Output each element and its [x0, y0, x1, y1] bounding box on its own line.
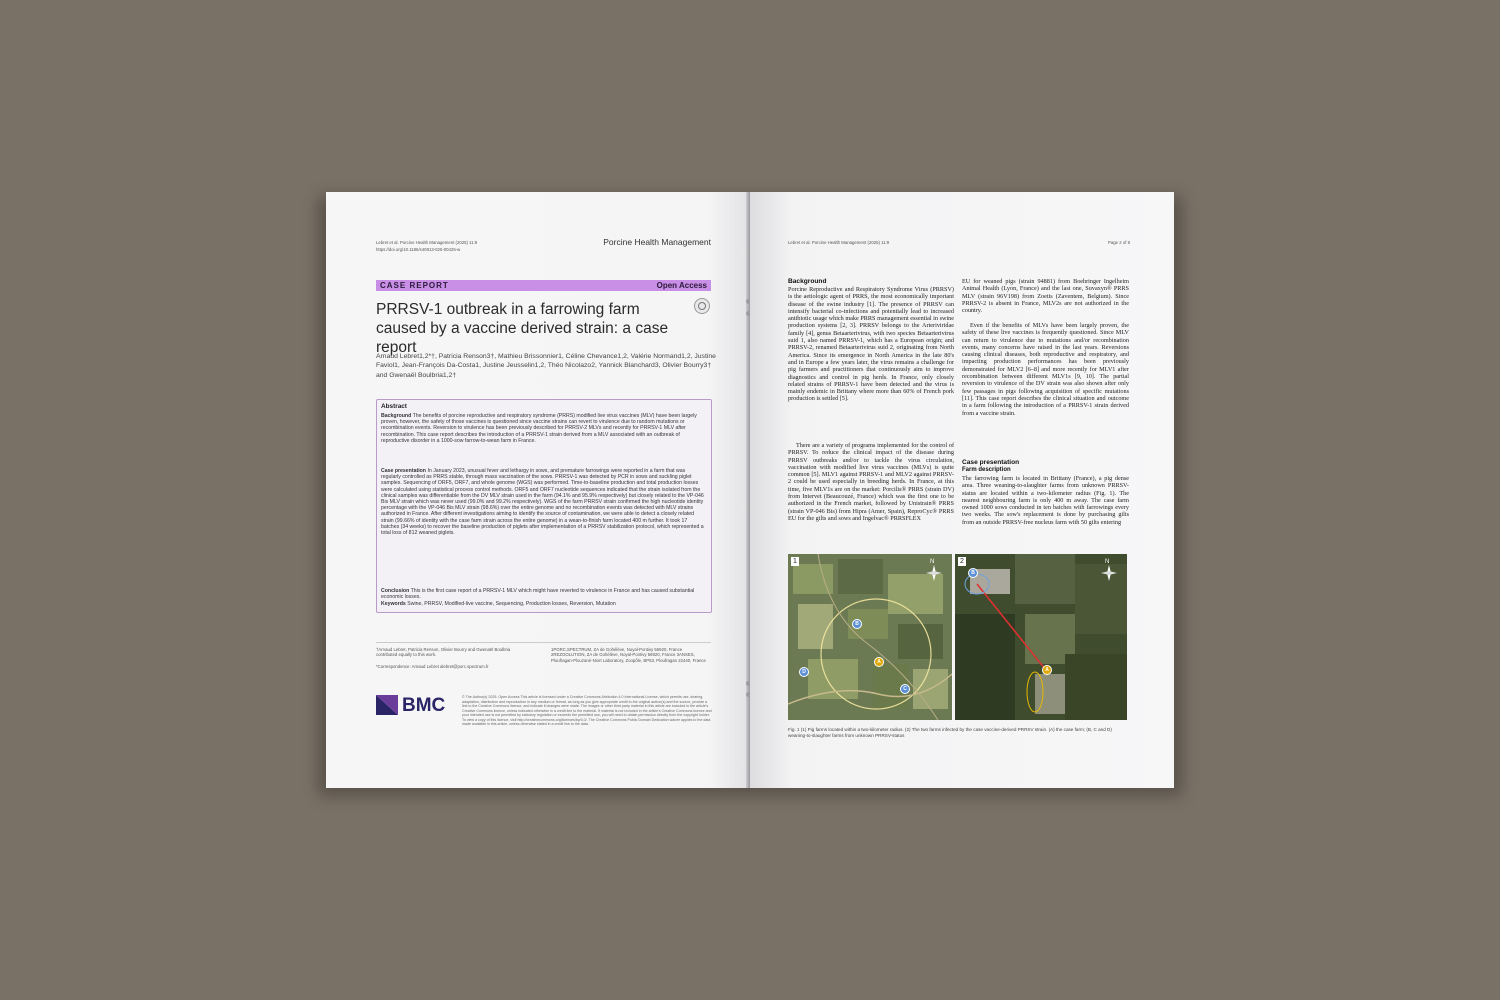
bmc-logo-icon [376, 695, 398, 715]
case-report-label: CASE REPORT [380, 281, 449, 290]
north-label-1: N [930, 559, 935, 565]
bmc-logo-text: BMC [402, 695, 446, 716]
author-list: Arnaud Lebret1,2*†, Patricia Renson3†, Mathieu Brissonnier1, Céline Chevance1,2, Valérie Normand1,2, Justine Faviol1, Jean-François Da-Costa1, Justine Jeusselin1,2, Théo Nicolazo2, Yannick Blanchard3, Olivier Bourry3† and Gwenaël Boulbria1,2† [376, 353, 716, 379]
farm-marker-b: B [852, 619, 862, 629]
figure-panel-2 [955, 554, 1127, 720]
farm-marker-b: B [968, 568, 978, 578]
footnote-divider [376, 642, 711, 643]
figure-caption: Fig. 1 (1) Pig farms located within a two-kilometer radius. (2) The two farms infected by the case vaccine-derived PRRSV strain. (A) the case farm; (B, C and D) weaning-to-slaughter farms from unknown PRRSV-status [788, 727, 1112, 738]
bmc-logo [376, 695, 456, 715]
footnote-affiliations: 1PORC.SPECTRUM, ZA de Gohélève, Noyal-Pontivy 56920, France 2REZOOLUTION, ZA de Gohélève, Noyal-Pontivy 56920, France 3ANSES, Ploufragan-Plouzané-Niort Laboratory, Zoopôle, BP53, Ploufragan 22440, France [551, 647, 706, 663]
check-updates-icon[interactable] [694, 298, 710, 314]
compass-icon [1101, 565, 1117, 581]
farm-marker-a: A [1042, 665, 1052, 675]
left-header-citation: Lebret et al. Porcine Health Management (2025) 11:9 [376, 240, 478, 245]
right-header-citation: Lebret et al. Porcine Health Management (2025) 11:9 [788, 240, 890, 245]
col1-paragraph-1: Porcine Reproductive and Respiratory Syndrome Virus (PRRSV) is the aetiologic agent of PRRS, the most economically important disease of the swine industry [1]. The presence of PRRSV can intensify bacterial co-infections and potentially lead to increased antibiotic usage which make PRRS management essential in swine production systems [2, 3]. PRRSV belongs to the Arteriviridae family [4], genus Betaarterivirus, with two species Betaarterivirus suid 1, also named PRRSV-1, which has a European origin; and PRRSV-2, renamed Betaarterivirus suid 2, originating from North America. Since its emergence in North America in the late 80's and in Europe a few years later, the virus remains a challenge for pig farmers and practitioners that continuously aim to improve diagnostics and control in pig herds. In France, only closely related strains of PRRSV-1 have been detected and the virus is mainly endemic in Brittany where more than 60% of French pork production is settled [5]. [788, 286, 954, 403]
open-access-label: Open Access [656, 281, 707, 290]
license-text: © The Author(s) 2025. Open Access This article is licensed under a Creative Commons Attribution 4.0 International License, which permits use, sharing, adaptation, distribution and reproduction in any medium or format, as long as you give appropriate credit to the original author(s) and the source, provide a link to the Creative Commons licence, and indicate if changes were made. The images or other third party material in this article are included in the article's Creative Commons licence, unless indicated otherwise in a credit line to the material. If material is not included in the article's Creative Commons licence and your intended use is not permitted by statutory regulation or exceeds the permitted use, you will need to obtain permission directly from the copyright holder. To view a copy of this licence, visit http://creativecommons.org/licenses/by/4.0/. The Creative Commons Public Domain Dedication waiver applies to the data made available in this article, unless otherwise stated in a credit line to the data. [462, 695, 712, 726]
correspondence: *Correspondence: Arnaud Lebret alebret@porc.spectrum.fr [376, 664, 489, 669]
col2-paragraph-3: The farrowing farm is located in Brittany (France), a pig dense area. Three weaning-to-slaughter farms from unknown PRRSV-status are located within a two-kilometer radius (Fig. 1). The nearest neighbouring farm is only 400 m away. The case farm owned 1000 sows conducted in ten batches with farrowings every two weeks. The sow's replacement is done by purchasing gilts from an outside PRRSV-free nucleus farm with 50 gilts entering [962, 475, 1129, 526]
right-page [750, 192, 1174, 788]
abstract-keywords: Keywords Swine, PRRSV, Modified-live vaccine, Sequencing, Production losses, Reversion, Mutation [381, 601, 616, 607]
panel-2-label: 2 [958, 557, 966, 566]
farm-marker-c: C [900, 684, 910, 694]
abstract-conclusion: Conclusion This is the first case report of a PRRSV-1 MLV which might have reverted to virulence in France and has caused substantial economic losses. [381, 588, 695, 601]
figure-panel-1 [788, 554, 952, 720]
abstract-box [376, 399, 712, 613]
case-presentation-heading: Case presentation [962, 459, 1020, 466]
col2-paragraph-1: EU for weaned pigs (strain 94881) from Boehringer Ingelheim Animal Health (Lyon, France) and the last one, Suvaxyn® PRRS MLV (strain 96V198) from Zoetis (Zaventem, Belgium). Since PRRSV-2 is absent in France, MLV2s are not authorized in the country. [962, 278, 1129, 315]
article-title: PRRSV-1 outbreak in a farrowing farm caused by a vaccine derived strain: a case report [376, 301, 669, 356]
page-number: Page 2 of 8 [1108, 240, 1130, 245]
journal-name: Porcine Health Management [603, 237, 711, 247]
left-page [326, 192, 750, 788]
footnote-equal-contribution: †Arnaud Lebret, Patricia Renson, Olivier Bourry and Gwenaël Boulbria contributed equally to this work. [376, 647, 511, 658]
background-heading: Background [788, 278, 827, 285]
farm-description-heading: Farm description [962, 467, 1011, 473]
north-label-2: N [1105, 559, 1110, 565]
col2-paragraph-2: Even if the benefits of MLVs have been largely proven, the safety of these live vaccines is frequently questioned. Since MLV can return to virulence due to mutations and/or recombination events, many concerns have raised in the last years. Reversions causing clinical diseases, both reproductive and respiratory, and impacting production performances has been previously demonstrated for MLV2 [6–8] and more recently for MLV1 after recombination between different MLV1s [9, 10]. The partial reversion to virulence of the DV strain was also shown after only few passages in pigs following acquisition of specific mutations [11]. This case report describes the clinical situation and outcome in a farm following the introduction of a PRRSV-1 strain derived from a vaccine strain. [962, 322, 1129, 417]
abstract-background: Background The benefits of porcine reproductive and respiratory syndrome (PRRS) modified live virus vaccines (MLV) have been largely proven, however, the safety of those vaccines is questioned since vaccine strains can revert to virulence due to random mutations or recombination events. Reversion to virulence has been previously described for PRRSV-2 MLVs and recently for PRRSV-1 MLV after recombination. This case report describes the introduction of a PRRSV-1 strain derived from a MLV associated with an outbreak of reproductive disorder in a 1000-sow farrow-to-wean farm in France. [381, 413, 697, 444]
left-header-doi: https://doi.org/10.1186/s40813-025-00425-w [376, 247, 461, 252]
farm-marker-a: A [874, 657, 884, 667]
abstract-case: Case presentation In January 2023, unusual fever and lethargy in sows, and premature farrowings were reported in a farm that was regularly controlled as PRRS stable, through mass vaccination of the sows. PRRSV-1 was detected by PCR in sows and suckling piglet samples. Sequencing of ORF5, ORF7, and whole genome (WGS) was performed. Time-to-baseline production and total production losses were calculated using statistical process control methods. ORF5 and ORF7 nucleotide sequences indicated that the strain isolated from the clinical samples was differentiable from the DV MLV strain used in the farm (94.1% and 95.9% respectively) but closely related to the VP-046 Bis MLV strain which was never used (99.0% and 99.2% respectively). WGS of the farm PRRSV strain confirmed the high nucleotide identity percentage with the VP-046 Bis MLV strain (98.6%) over the entire genome and no recombination events was detected with MLV strains authorized in France. After different investigations aiming to identify the source of contamination, we were able to detect a closely related strain (99.66% of identity with the case farm strain across the entire genome) in a wean-to-finish farm located 400 m further. It took 17 batches (34 weeks) to recover the baseline production of piglets after implementation of a PRRSV stabilization protocol, which represented a total loss of 812 weaned piglets. [381, 468, 704, 537]
panel-1-label: 1 [791, 557, 799, 566]
case-report-bar [376, 280, 711, 291]
col1-paragraph-2: There are a variety of programs implemented for the control of PRRSV. To reduce the clinical impact of the disease during PRRSV outbreaks and/or to tackle the virus circulation, vaccination with modified live virus vaccines (MLVs) is quite common [5]. MLV1 against PRRSV-1 and MLV2 against PRRSV-2 could be used especially in breeding herds. In France, at this time, five MLV1s are on the market: Porcilis® PRRS (strain DV) from Intervet (Beaucouzé, France) which was the first one to be authorized in the French market, followed by Unistrain® PRRS (strain VP-046 Bis) from Hipra (Amer, Spain), ReproCyc® PRRS EU for the gilts and sows and Ingelvac® PRRSFLEX [788, 442, 954, 522]
abstract-heading: Abstract [381, 403, 407, 410]
farm-marker-d: D [799, 667, 809, 677]
compass-icon [926, 565, 942, 581]
